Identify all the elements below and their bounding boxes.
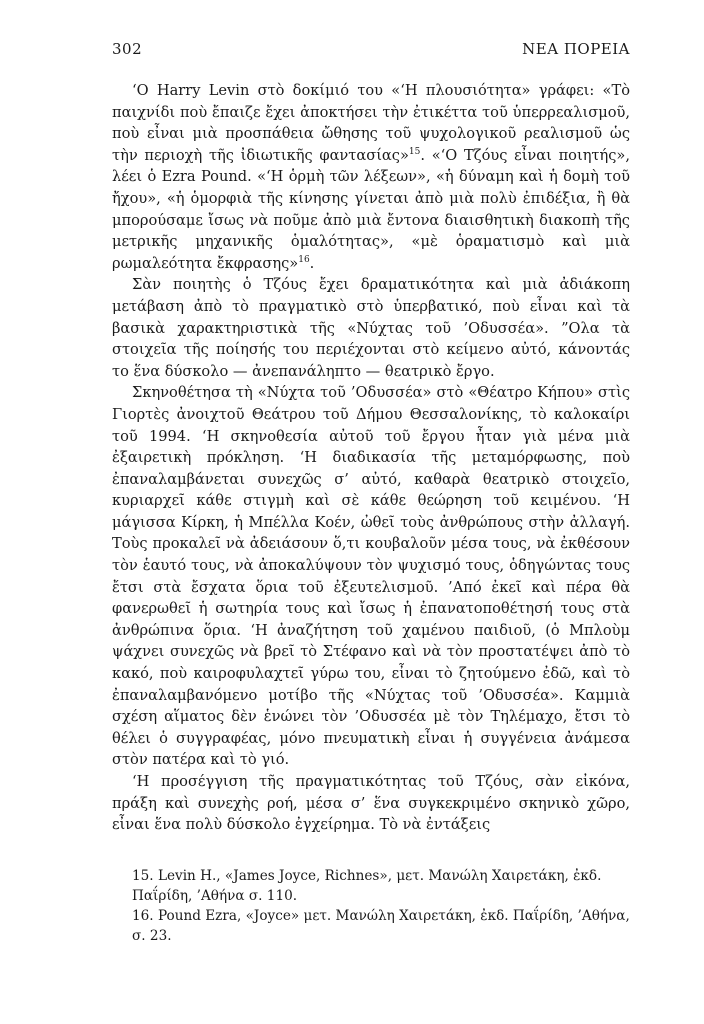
paragraph-1-end: . — [309, 254, 315, 272]
paragraph-4: ‘Η προσέγγιση τῆς πραγματικότητας τοῦ Τζόυς, σὰν εἰκόνα, πράξη καὶ συνεχὴς ροή, μέσα σ’ ἕνα συγκεκριμένο σκηνικὸ χῶρο, εἶναι ἕνα πολὺ δύσκολο ἐγχείρημα. Τὸ νὰ ἐντάξεις — [112, 773, 630, 834]
paragraph-2: Σὰν ποιητὴς ὁ Τζόυς ἔχει δραματικότητα καὶ μιὰ ἀδιάκοπη μετάβαση ἀπὸ τὸ πραγματικὸ στὸ ὑπερβατικό, ποὺ εἶναι καὶ τὰ βασικὰ χαρακτηριστικὰ τῆς «Νύχτας τοῦ ’Οδυσσέα». ”Ολα τὰ στοιχεῖα τῆς ποίησής του περιέχονται στὸ κείμενο αὐτό, κάνοντάς το ἕνα δύσκολο — ἀνεπανάληπτο — θεατρικὸ ἔργο. — [112, 276, 630, 380]
page-number: 302 — [112, 40, 143, 58]
running-head: ΝΕΑ ΠΟΡΕΙΑ — [522, 40, 630, 58]
paragraph-3: Σκηνοθέτησα τὴ «Νύχτα τοῦ ’Οδυσσέα» στὸ «Θέατρο Κήπου» στὶς Γιορτὲς ἀνοιχτοῦ Θεάτρου τοῦ Δήμου Θεσσαλονίκης, τὸ καλοκαίρι τοῦ 1994. ‘Η σκηνοθεσία αὐτοῦ τοῦ ἔργου ἦταν γιὰ μένα μιὰ ἐξαιρετικὴ πρόκληση. ‘Η διαδικασία τῆς μεταμόρφωσης, ποὺ ἐπαναλαμβάνεται συνεχῶς σ’ αὐτό, καθαρὰ θεατρικὸ στοιχεῖο, κυριαρχεῖ κάθε στιγμὴ καὶ σὲ κάθε θεώρηση τοῦ κειμένου. ‘Η μάγισσα Κίρκη, ἡ Μπέλλα Κοέν, ὠθεῖ τοὺς ἀνθρώπους στὴν ἀλλαγή. Τοὺς προκαλεῖ νὰ ἀδειάσουν ὅ,τι κουβαλοῦν μέσα τους, νὰ ἐκθέσουν τὸν ἑαυτό τους, νὰ ἀποκαλύψουν τὸν ψυχισμό τους, ὁδηγώντας τους ἔτσι στὰ ἔσχατα ὅρια τοῦ ἐξευτελισμοῦ. ’Από ἐκεῖ καὶ πέρα θὰ φανερωθεῖ ἡ σωτηρία τους καὶ ἴσως ἡ ἐπανατοποθέτησή τους στὰ ἀνθρώπινα ὅρια. ‘Η ἀναζήτηση τοῦ χαμένου παιδιοῦ, (ὁ Μπλοὺμ ψάχνει συνεχῶς νὰ βρεῖ τὸ Στέφανο καὶ νὰ τὸν προστατέψει ἀπὸ τὸ κακό, ποὺ καιροφυλαχτεῖ γύρω του, εἶναι τὸ ζητούμενο ἐδῶ, καὶ τὸ ἐπαναλαμβανόμενο μοτίβο τῆς «Νύχτας τοῦ ’Οδυσσέα». Καμμιὰ σχέση αἵματος δὲν ἑνώνει τὸν ’Οδυσσέα μὲ τὸν Τηλέμαχο, ἔτσι τὸ θέλει ὁ συγγραφέας, μόνο πνευματικὴ εἶναι ἡ συγγένεια ἀνάμεσα στὸν πατέρα καὶ τὸ γιό. — [112, 384, 630, 769]
paragraph-1-continuation: . «‘Ο Τζόυς εἶναι ποιητής», λέει ὁ Ezra Pound. «‘Η ὁρμὴ τῶν λέξεων», «ἡ δύναμη καὶ ἡ δομὴ τοῦ ἤχου», «ἡ ὁμορφιὰ τῆς κίνησης γίνεται ἀπὸ μιὰ πολὺ ἐπιδέξια, ἢ θὰ μπορούσαμε ἴσως νὰ ποῦμε ἀπὸ μιὰ ἔντονα διαισθητικὴ διακοπὴ τῆς μετρικῆς μηχανικῆς ὁμαλότητας», «μὲ ὁραματισμὸ καὶ μιὰ ρωμαλεότητα ἔκφρασης» — [112, 146, 630, 272]
body-text — [112, 80, 630, 836]
paragraph-1 — [112, 80, 630, 274]
paragraph-1-text: ‘Ο Harry Levin στὸ δοκίμιό του «‘Η πλουσιότητα» γράφει: «Τὸ παιχνίδι ποὺ ἔπαιζε ἔχει ἀποκτήσει τὴν ἐτικέττα τοῦ ὑπερρεαλισμοῦ, ποὺ εἶναι μιὰ προσπάθεια ὤθησης τοῦ ψυχολογικοῦ ρεαλισμοῦ ὡς τὴν περιοχὴ τῆς ἰδιωτικῆς φαντασίας» — [112, 82, 630, 164]
footnote-15: 15. Levin H., «James Joyce, Richnes», μετ. Μανώλη Χαιρετάκη, ἐκδ. Παΐρίδη, ’Αθήνα σ. 110. — [132, 867, 602, 904]
page-header — [112, 40, 630, 68]
footnote-ref-16: 16 — [298, 254, 310, 265]
footnote-16: 16. Pound Ezra, «Joyce» μετ. Μανώλη Χαιρετάκη, ἐκδ. Παΐρίδη, ’Αθήνα, σ. 23. — [132, 907, 630, 944]
footnotes — [112, 866, 630, 946]
footnote-ref-15: 15 — [408, 146, 421, 157]
